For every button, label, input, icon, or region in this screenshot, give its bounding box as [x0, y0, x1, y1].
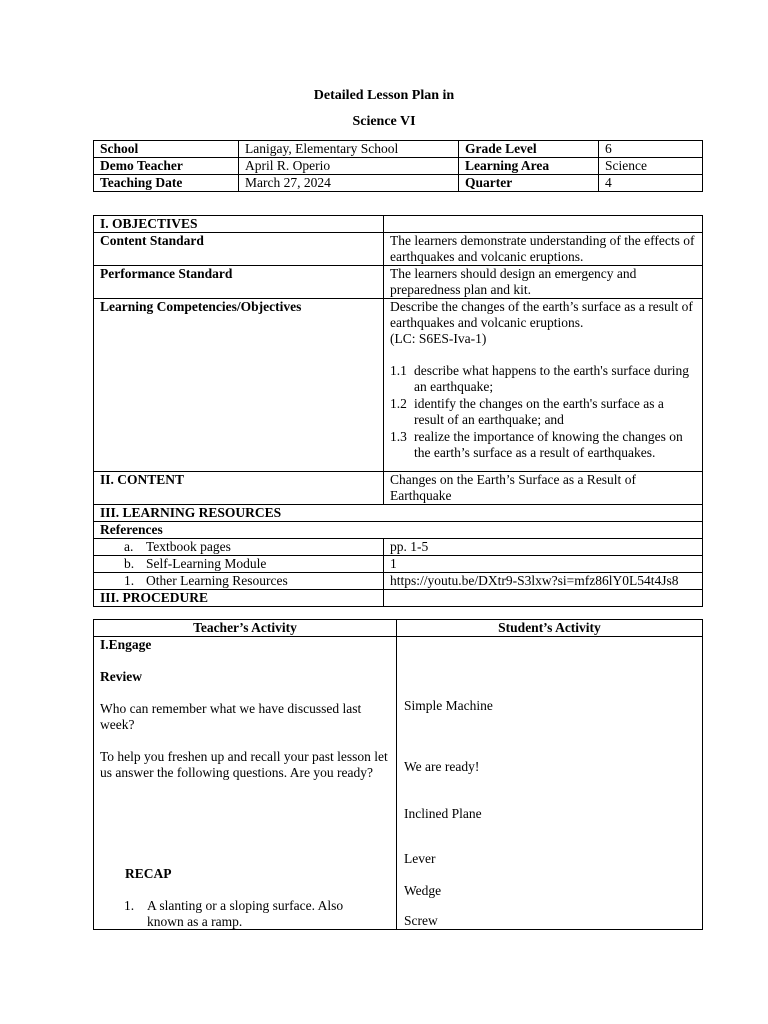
learning-area-label: Learning Area [459, 158, 599, 175]
student-answer: Screw [404, 913, 438, 928]
learning-area-value: Science [599, 158, 703, 175]
student-answer: We are ready! [404, 759, 480, 774]
content-value: Changes on the Earth’s Surface as a Result of Earthquake [384, 472, 703, 505]
teaching-date-label: Teaching Date [94, 175, 239, 192]
teacher-activity-header: Teacher’s Activity [94, 620, 397, 637]
student-answer: Simple Machine [404, 698, 493, 713]
school-value: Lanigay, Elementary School [239, 141, 459, 158]
recap-heading: RECAP [125, 866, 172, 881]
engage-heading: I.Engage [100, 637, 152, 652]
grade-level-label: Grade Level [459, 141, 599, 158]
resource-link[interactable]: https://youtu.be/DXtr9-S3lxw?si=mfz86lY0L54t4Js8 [384, 573, 703, 590]
demo-teacher-label: Demo Teacher [94, 158, 239, 175]
demo-teacher-value: April R. Operio [239, 158, 459, 175]
objective-item: 1.1 describe what happens to the earth's surface during an earthquake; [390, 363, 689, 394]
procedure-heading: III. PROCEDURE [94, 590, 384, 607]
content-heading: II. CONTENT [94, 472, 384, 505]
content-standard-label: Content Standard [94, 233, 384, 266]
resource-row-value: 1 [384, 556, 703, 573]
objectives-table [93, 215, 703, 607]
recall-instruction: To help you freshen up and recall your past lesson let us answer the following questions. Are you ready? [100, 749, 388, 780]
grade-level-value: 6 [599, 141, 703, 158]
content-standard-value: The learners demonstrate understanding of the effects of earthquakes and volcanic eruptions. [384, 233, 703, 266]
review-heading: Review [100, 669, 142, 684]
quarter-label: Quarter [459, 175, 599, 192]
performance-standard-value: The learners should design an emergency and preparedness plan and kit. [384, 266, 703, 299]
resource-row-label: a. Textbook pages [94, 539, 384, 556]
student-answer: Wedge [404, 883, 442, 898]
teaching-date-value: March 27, 2024 [239, 175, 459, 192]
document-subtitle: Science VI [352, 114, 416, 129]
objective-item: 1.3 realize the importance of knowing the changes on the earth’s surface as a result of earthquakes. [390, 429, 683, 460]
competencies-cell [384, 299, 703, 472]
header-info-table [93, 140, 703, 192]
learning-resources-heading: III. LEARNING RESOURCES [94, 505, 703, 522]
recap-item: 1. A slanting or a sloping surface. Also known as a ramp. [124, 898, 344, 929]
objectives-heading: I. OBJECTIVES [94, 216, 384, 233]
performance-standard-label: Performance Standard [94, 266, 384, 299]
resource-row-label: b. Self-Learning Module [94, 556, 384, 573]
quarter-value: 4 [599, 175, 703, 192]
student-activity-header: Student’s Activity [397, 620, 703, 637]
student-answer: Inclined Plane [404, 806, 482, 821]
objective-item: 1.2 identify the changes on the earth's surface as a result of an earthquake; and [390, 396, 664, 427]
teacher-activity-cell [94, 637, 397, 930]
resource-row-label: 1. Other Learning Resources [94, 573, 384, 590]
competencies-intro: Describe the changes of the earth’s surface as a result of earthquakes and volcanic eruptions. [390, 299, 693, 330]
student-activity-cell [397, 637, 703, 930]
document-title: Detailed Lesson Plan in [313, 88, 455, 103]
school-label: School [94, 141, 239, 158]
activity-table [93, 619, 703, 930]
review-question: Who can remember what we have discussed last week? [100, 701, 362, 732]
references-label: References [94, 522, 703, 539]
resource-row-value: pp. 1-5 [384, 539, 703, 556]
competencies-label: Learning Competencies/Objectives [94, 299, 384, 472]
competencies-code: (LC: S6ES-Iva-1) [390, 331, 487, 346]
student-answer: Lever [404, 851, 436, 866]
